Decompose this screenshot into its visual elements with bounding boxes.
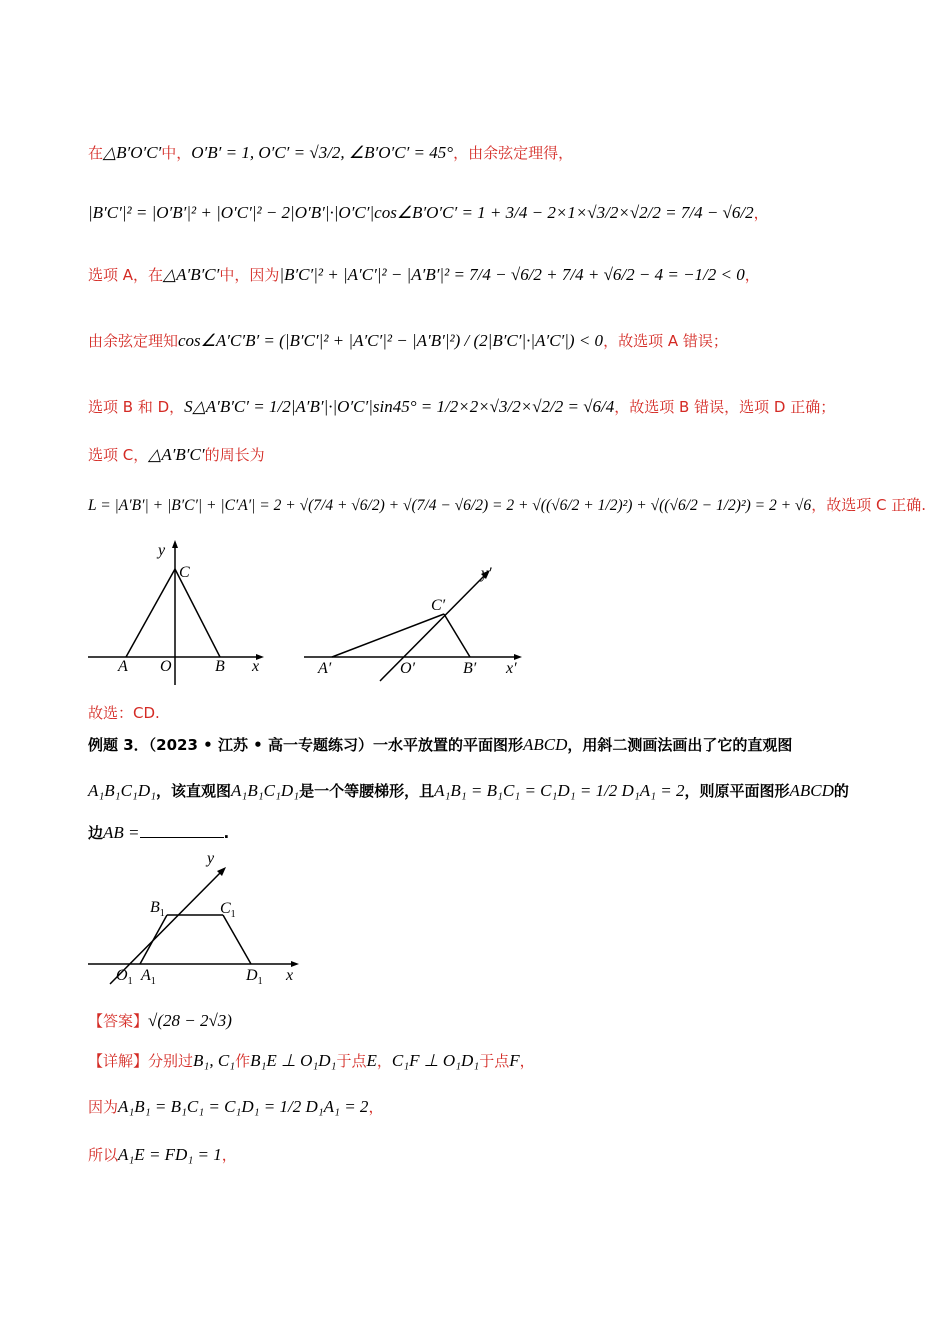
label-o-prime: O′ <box>400 660 416 677</box>
label-b1-letter: B <box>150 899 160 916</box>
label-b1 <box>150 899 165 919</box>
solution-line-3 <box>88 264 760 286</box>
sub: 1 <box>257 976 263 987</box>
math-a1b1c1d1: A₁B₁C₁D₁ <box>231 781 300 800</box>
answer-label: 【答案】 <box>88 1012 149 1030</box>
math-expression: |B′C′|² + |A′C′|² − |A′B′|² = 7/4 − √6/2 + 7/4 + √6/2 − 4 = −1/2 < 0 <box>279 265 745 284</box>
text: ，故选项 B 错误，选项 D 正确； <box>614 398 836 416</box>
label-x: x <box>252 658 260 675</box>
text: 的周长为 <box>204 446 265 464</box>
text: ， <box>368 1098 384 1116</box>
text: 边 <box>88 824 104 842</box>
segment-ac <box>332 614 444 657</box>
math-perp-f: C₁F ⊥ O₁D₁ <box>391 1051 480 1070</box>
text: ，由余弦定理得， <box>453 144 574 162</box>
label-d1 <box>245 967 263 987</box>
figure-original-triangle <box>80 535 280 690</box>
label-y: y <box>158 542 166 559</box>
math-f: F <box>509 1051 520 1070</box>
sub: 1 <box>127 976 133 987</box>
math-cos: cos∠A′C′B′ = (|B′C′|² + |A′C′|² − |A′B′|²) / (2|B′C′|·|A′C′|) < 0 <box>178 331 604 350</box>
text: 是一个等腰梯形，且 <box>299 782 435 800</box>
solution-line-2 <box>88 202 769 224</box>
label-o1 <box>116 967 133 987</box>
solution-line-4 <box>88 330 728 352</box>
sub: 1 <box>159 908 165 919</box>
segment-cb <box>444 614 470 657</box>
label-x-prime: x′ <box>506 660 517 677</box>
label-c1-letter: C <box>220 900 231 917</box>
segment-c1d1 <box>223 915 251 964</box>
math-abcd: ABCD <box>789 781 834 800</box>
label-a1 <box>140 967 156 987</box>
text: 在 <box>88 144 104 162</box>
segment-ac <box>126 569 175 657</box>
label-o1-letter: O <box>116 967 128 984</box>
text: 于点 <box>479 1052 510 1070</box>
example-line-2 <box>88 780 849 802</box>
math-triangle: △B′O′C′ <box>103 143 162 162</box>
text: ，故选项 A 错误； <box>603 332 728 350</box>
label-c: C <box>179 564 190 581</box>
text: . <box>223 824 230 842</box>
segment-a1b1 <box>140 915 167 964</box>
text: ， <box>221 1146 237 1164</box>
math-triangle: △A′B′C′ <box>148 445 205 464</box>
text: 于点 <box>336 1052 367 1070</box>
text: ，故选项 C 正确. <box>811 496 926 514</box>
solution-line-7 <box>88 494 926 517</box>
therefore-line <box>88 1144 237 1166</box>
conclusion: 故选：CD. <box>88 704 160 722</box>
text: 的 <box>833 782 849 800</box>
sub: 1 <box>150 976 156 987</box>
detail-label: 【详解】 <box>88 1052 149 1070</box>
math-perp-e: B₁E ⊥ O₁D₁ <box>250 1051 337 1070</box>
math-given: O′B′ = 1, O′C′ = √3/2, ∠B′O′C′ = 45° <box>191 143 454 162</box>
text: ， <box>744 266 760 284</box>
label-y-prime: y′ <box>481 565 492 582</box>
text: 由余弦定理知 <box>88 332 179 350</box>
math-answer: √(28 − 2√3) <box>148 1011 232 1030</box>
solution-line-1 <box>88 142 573 164</box>
math-a1b1c1d1: A₁B₁C₁D₁ <box>88 781 157 800</box>
label-c-prime: C′ <box>431 597 446 614</box>
math-ab: AB = <box>103 823 140 842</box>
math-e: E <box>366 1051 377 1070</box>
example-line-1 <box>88 734 792 756</box>
math-perimeter: L = |A′B′| + |B′C′| + |C′A′| = 2 + √(7/4 + √6/2) + √(7/4 − √6/2) = 2 + √((√6/2 + 1/2)²) + √((√6/2 − 1/2)²) = 2 + √6 <box>88 497 812 514</box>
answer-blank[interactable] <box>140 823 224 838</box>
solution-line-5 <box>88 396 835 418</box>
text: 分别过 <box>148 1052 194 1070</box>
text: ，该直观图 <box>156 782 232 800</box>
label-o: O <box>160 658 172 675</box>
example-line-3 <box>88 822 229 844</box>
text: 中，因为 <box>219 266 280 284</box>
label-d1-letter: D <box>246 967 258 984</box>
text: 作 <box>235 1052 251 1070</box>
text: ， <box>519 1052 535 1070</box>
math-area: S△A′B′C′ = 1/2|A′B′|·|O′C′|sin45° = 1/2×2×√3/2×√2/2 = √6/4 <box>184 397 615 416</box>
label-a: A <box>118 658 128 675</box>
math-lengths: A₁B₁ = B₁C₁ = C₁D₁ = 1/2 D₁A₁ = 2 <box>118 1097 369 1116</box>
text: ，用斜二测画法画出了它的直观图 <box>567 736 793 754</box>
math-ae-fd: A₁E = FD₁ = 1 <box>118 1145 222 1164</box>
text: 所以 <box>88 1146 119 1164</box>
text: ， <box>753 204 769 222</box>
sub: 1 <box>230 909 236 920</box>
text: 选项 B 和 D， <box>88 398 185 416</box>
math-abcd: ABCD <box>522 735 568 754</box>
text: ， <box>376 1052 392 1070</box>
y-axis-arrow-icon <box>172 540 178 548</box>
label-x: x <box>286 967 294 984</box>
label-y: y <box>207 850 215 867</box>
figure-isosceles-trapezoid <box>80 843 320 988</box>
segment-cb <box>175 569 220 657</box>
math-points: B₁, C₁ <box>193 1051 236 1070</box>
label-b-prime: B′ <box>463 660 477 677</box>
label-b: B <box>215 658 225 675</box>
example-lead: 例题 3．（2023 • 江苏 • 高一专题练习）一水平放置的平面图形 <box>88 736 523 754</box>
label-a-prime: A′ <box>318 660 332 677</box>
text: 因为 <box>88 1098 119 1116</box>
because-line <box>88 1096 383 1118</box>
math-lengths: A₁B₁ = B₁C₁ = C₁D₁ = 1/2 D₁A₁ = 2 <box>434 781 685 800</box>
answer-line <box>88 1010 232 1032</box>
text: 中， <box>161 144 192 162</box>
text: ，则原平面图形 <box>684 782 790 800</box>
label-a1-letter: A <box>141 967 151 984</box>
text: 选项 A，在 <box>88 266 164 284</box>
figure-intuitive-triangle <box>298 560 538 690</box>
text: 选项 C， <box>88 446 149 464</box>
label-c1 <box>220 900 236 920</box>
math-cosine-law: |B′C′|² = |O′B′|² + |O′C′|² − 2|O′B′|·|O′C′|cos∠B′O′C′ = 1 + 3/4 − 2×1×√3/2×√2/2 = 7/4 − √6/2 <box>88 203 754 222</box>
detail-line <box>88 1050 535 1072</box>
solution-line-6 <box>88 444 265 466</box>
math-triangle: △A′B′C′ <box>163 265 220 284</box>
